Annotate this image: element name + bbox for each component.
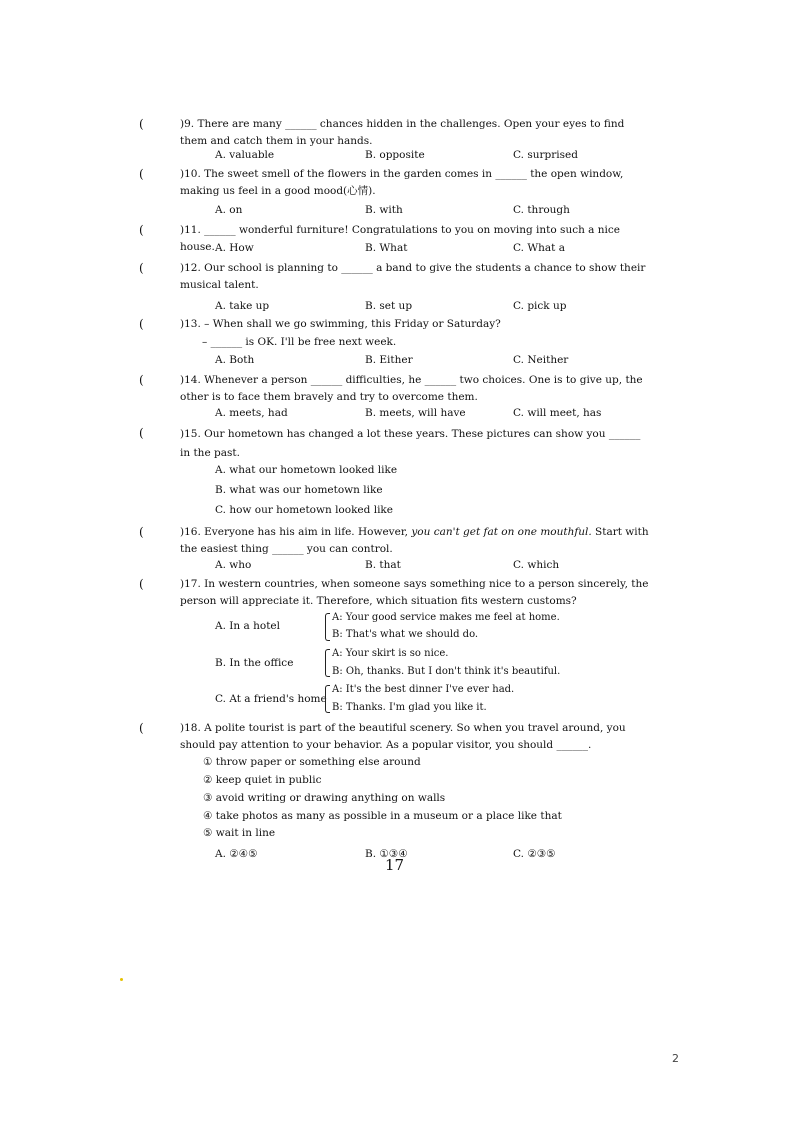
- option-b: B. Either: [365, 354, 413, 366]
- question-stem: )14. Whenever a person ______ difficulties, he ______ two choices. One is to give up, the other is to face them bravely and try to overcome them.: [180, 374, 643, 403]
- question-reply: – ______ is OK. I'll be free next week.: [202, 336, 397, 348]
- point-5: ⑤ wait in line: [203, 827, 276, 839]
- option-c: C. which: [513, 559, 560, 571]
- option-b: B. ①③④: [365, 848, 408, 860]
- option-a-brace: [325, 613, 330, 641]
- option-b: B. that: [365, 559, 401, 571]
- stem-text-end: Start with the easiest thing ______ you can control.: [180, 526, 649, 555]
- option-b: B. with: [365, 204, 403, 216]
- option-c-line-b: B: Thanks. I'm glad you like it.: [332, 702, 487, 713]
- option-b-line-a: A: Your skirt is so nice.: [332, 648, 449, 659]
- option-a: A. on: [215, 204, 243, 216]
- question-stem: )15. Our hometown has changed a lot these years. These pictures can show you ______ in the past.: [180, 428, 641, 459]
- option-a-line-b: B: That's what we should do.: [332, 629, 479, 640]
- option-c: C. will meet, has: [513, 407, 602, 419]
- option-c-line-a: A: It's the best dinner I've ever had.: [332, 684, 515, 695]
- option-b-line-b: B: Oh, thanks. But I don't think it's beautiful.: [332, 666, 561, 677]
- option-c: C. Neither: [513, 354, 569, 366]
- corner-page-number: 2: [672, 1052, 679, 1065]
- stem-text-start: )16. Everyone has his aim in life. However,: [180, 526, 412, 538]
- point-4: ④ take photos as many as possible in a museum or a place like that: [203, 810, 562, 822]
- point-3: ③ avoid writing or drawing anything on walls: [203, 792, 446, 804]
- answer-paren: (: [139, 167, 144, 181]
- option-c: C. how our hometown looked like: [215, 504, 393, 516]
- point-2: ② keep quiet in public: [203, 774, 322, 786]
- option-a: A. meets, had: [215, 407, 288, 419]
- question-stem: [180, 524, 650, 558]
- point-1: ① throw paper or something else around: [203, 756, 421, 768]
- option-b-brace: [325, 649, 330, 677]
- option-a: A. who: [215, 559, 252, 571]
- stem-idiom: you can't get fat on one mouthful.: [411, 526, 592, 538]
- answer-paren: (: [139, 577, 144, 591]
- question-stem: )12. Our school is planning to ______ a band to give the students a chance to show their musical talent.: [180, 262, 646, 291]
- answer-paren: (: [139, 117, 144, 131]
- answer-paren: (: [139, 525, 144, 539]
- question-stem: )13. – When shall we go swimming, this Friday or Saturday?: [180, 318, 501, 330]
- question-stem: )17. In western countries, when someone says something nice to a person sincerely, the person will appreciate it. Therefore, which situation fits western customs?: [180, 578, 649, 607]
- answer-paren: (: [139, 223, 144, 237]
- option-a: A. ②④⑤: [215, 848, 258, 860]
- option-b: B. set up: [365, 300, 413, 312]
- option-b: B. meets, will have: [365, 407, 466, 419]
- option-c: C. ②③⑤: [513, 848, 556, 860]
- page-number: 17: [385, 856, 405, 874]
- question-stem: )11. ______ wonderful furniture! Congratulations to you on moving into such a nice house.: [180, 224, 620, 253]
- option-a: A. what our hometown looked like: [215, 464, 398, 476]
- answer-paren: (: [139, 373, 144, 387]
- answer-paren: (: [139, 317, 144, 331]
- question-stem: )18. A polite tourist is part of the beautiful scenery. So when you travel around, you should pay attention to your behavior. As a popular visitor, you should ______.: [180, 722, 626, 751]
- option-a-line-a: A: Your good service makes me feel at home.: [332, 612, 560, 623]
- option-b: B. opposite: [365, 149, 425, 161]
- option-c: C. surprised: [513, 149, 578, 161]
- answer-paren: (: [139, 721, 144, 735]
- stray-dot: [120, 978, 123, 981]
- option-c-brace: [325, 685, 330, 713]
- option-a: A. take up: [215, 300, 270, 312]
- option-c: C. What a: [513, 242, 565, 254]
- option-b: B. What: [365, 242, 408, 254]
- option-c: C. through: [513, 204, 570, 216]
- question-stem: )9. There are many ______ chances hidden in the challenges. Open your eyes to find them and catch them in your hands.: [180, 118, 625, 147]
- answer-paren: (: [139, 426, 144, 440]
- option-b: B. what was our hometown like: [215, 484, 383, 496]
- option-a: A. How: [215, 242, 254, 254]
- option-a: A. Both: [215, 354, 255, 366]
- option-c-label: C. At a friend's home: [215, 693, 327, 705]
- option-b-label: B. In the office: [215, 657, 294, 669]
- question-stem: )10. The sweet smell of the flowers in the garden comes in ______ the open window, making us feel in a good mood(心情).: [180, 168, 624, 197]
- option-c: C. pick up: [513, 300, 567, 312]
- option-a-label: A. In a hotel: [215, 620, 280, 632]
- answer-paren: (: [139, 261, 144, 275]
- option-a: A. valuable: [215, 149, 275, 161]
